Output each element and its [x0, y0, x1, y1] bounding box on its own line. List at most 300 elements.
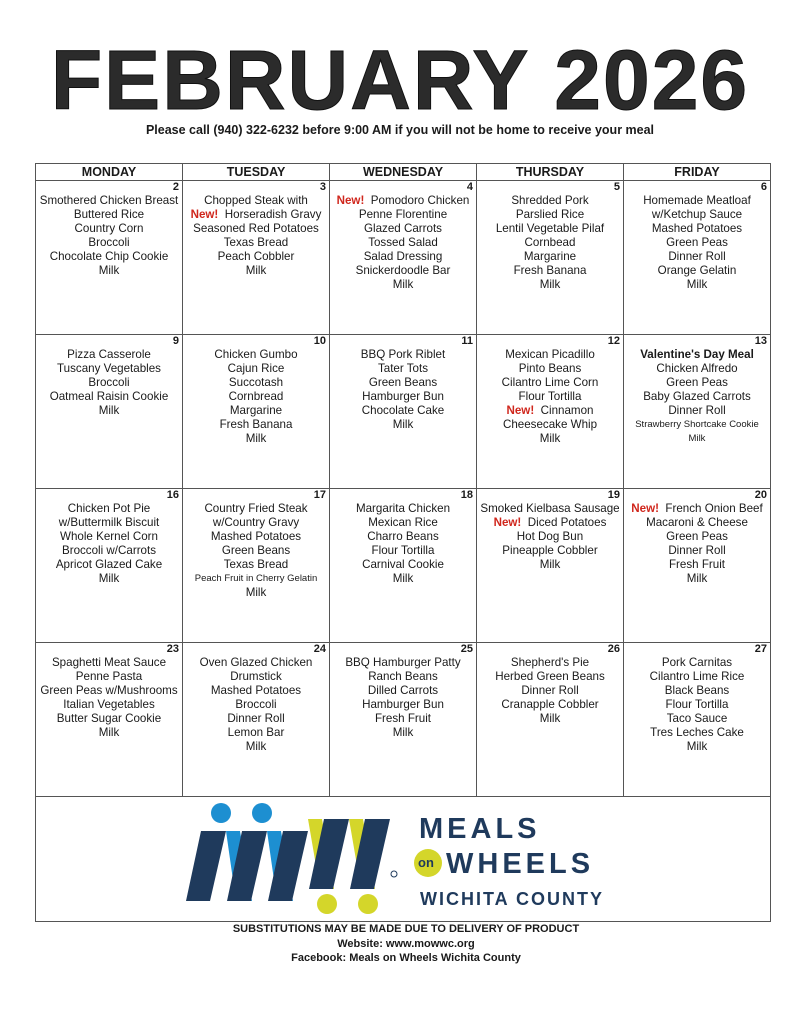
- day-number: 10: [313, 335, 326, 347]
- menu-item-text: BBQ Pork Riblet: [360, 348, 446, 361]
- menu-item-text: Mexican Picadillo: [505, 348, 595, 361]
- menu-item: [183, 418, 329, 432]
- week-row: [36, 643, 771, 797]
- menu-item: [330, 712, 476, 726]
- menu-item: [477, 516, 623, 530]
- day-number: 13: [754, 335, 767, 347]
- menu-item-text: Green Peas: [666, 530, 728, 543]
- website-text: Website: www.mowwc.org: [337, 937, 475, 950]
- menu-item-text: Peach Cobbler: [217, 250, 295, 263]
- menu-item-text: Milk: [98, 572, 120, 585]
- menu-item-text: Broccoli: [88, 376, 130, 389]
- menu-item: [477, 250, 623, 264]
- menu-item-text: Broccoli: [235, 698, 277, 711]
- day-cell: [477, 181, 624, 335]
- menu-item-text: Dinner Roll: [227, 712, 285, 725]
- menu-item: [624, 572, 770, 586]
- day-cell: [624, 335, 771, 489]
- menu-item-text: Diced Potatoes: [527, 516, 607, 529]
- menu-item: [330, 684, 476, 698]
- menu-item: [477, 712, 623, 726]
- menu-item-text: Black Beans: [664, 684, 730, 697]
- menu-item-text: Cheesecake Whip: [502, 418, 598, 431]
- weekday-header: THURSDAY: [477, 164, 624, 181]
- menu-item-text: Macaroni & Cheese: [646, 516, 748, 529]
- menu-item: [36, 250, 182, 264]
- day-cell: [183, 489, 330, 643]
- menu-item-text: Milk: [245, 740, 267, 753]
- menu-item-text: Spaghetti Meat Sauce: [51, 656, 167, 669]
- menu-item-text: Salad Dressing: [363, 250, 443, 263]
- menu-item: [477, 684, 623, 698]
- day-number: 12: [607, 335, 620, 347]
- day-cell: [36, 489, 183, 643]
- menu-item-text: Lentil Vegetable Pilaf: [495, 222, 605, 235]
- day-cell: [477, 643, 624, 797]
- menu-item: [36, 656, 182, 670]
- menu-item: [183, 194, 329, 208]
- menu-item-text: Milk: [245, 586, 267, 599]
- menu-item: [330, 194, 476, 208]
- menu-item: [36, 712, 182, 726]
- menu-item: [477, 670, 623, 684]
- day-number: 4: [466, 181, 473, 193]
- menu-item: [330, 516, 476, 530]
- weekday-header: FRIDAY: [624, 164, 771, 181]
- menu-item-text: Glazed Carrots: [364, 222, 442, 235]
- menu-item-text: Chicken Alfredo: [656, 362, 738, 375]
- menu-item-text: Cajun Rice: [227, 362, 285, 375]
- menu-item: [183, 362, 329, 376]
- menu-item-text: Dinner Roll: [668, 250, 726, 263]
- menu-item: [36, 404, 182, 418]
- menu-item: [477, 530, 623, 544]
- menu-item: [477, 418, 623, 432]
- menu-item-text: Fresh Fruit: [668, 558, 726, 571]
- substitution-notice: SUBSTITUTIONS MAY BE MADE DUE TO DELIVERY OF PRODUCT: [232, 923, 580, 935]
- menu-item-text: Valentine's Day Meal: [640, 348, 754, 361]
- menu-item-text: Lemon Bar: [227, 726, 285, 739]
- menu-item: [183, 670, 329, 684]
- menu-item: [624, 390, 770, 404]
- menu-item: [183, 740, 329, 754]
- menu-item: [183, 264, 329, 278]
- menu-item-text: w/Buttermilk Biscuit: [58, 516, 160, 529]
- menu-item: [36, 390, 182, 404]
- menu-item-text: Chicken Pot Pie: [67, 502, 151, 515]
- menu-item-text: Cilantro Lime Corn: [501, 376, 599, 389]
- menu-item: [624, 670, 770, 684]
- menu-item-text: Italian Vegetables: [63, 698, 155, 711]
- day-cell: [624, 643, 771, 797]
- menu-item: [477, 264, 623, 278]
- menu-item: [330, 572, 476, 586]
- menu-item-text: Horseradish Gravy: [224, 208, 322, 221]
- menu-item: [36, 348, 182, 362]
- menu-item-text: Flour Tortilla: [518, 390, 582, 403]
- menu-item-text: Tater Tots: [377, 362, 429, 375]
- menu-item-text: Chopped Steak with: [204, 194, 308, 207]
- menu-item: [36, 684, 182, 698]
- menu-item-text: Green Peas w/Mushrooms: [40, 684, 178, 697]
- menu-item-text: Peach Fruit in Cherry Gelatin: [194, 573, 318, 584]
- day-number: 20: [754, 489, 767, 501]
- menu-item-text: Buttered Rice: [73, 208, 145, 221]
- day-number: 25: [460, 643, 473, 655]
- day-cell: [183, 643, 330, 797]
- menu-item: [183, 236, 329, 250]
- menu-item-text: French Onion Beef: [665, 502, 763, 515]
- menu-item: [477, 698, 623, 712]
- menu-item-text: Milk: [686, 740, 708, 753]
- menu-item: [624, 362, 770, 376]
- menu-item: [183, 376, 329, 390]
- menu-item: [477, 194, 623, 208]
- menu-item-text: Texas Bread: [223, 236, 289, 249]
- meals-on-wheels-logo: [36, 797, 770, 921]
- menu-item-text: Milk: [539, 558, 561, 571]
- menu-item: [624, 432, 770, 446]
- menu-item: [624, 376, 770, 390]
- menu-item-text: Cornbread: [228, 390, 284, 403]
- menu-item: [477, 502, 623, 516]
- day-cell: [183, 181, 330, 335]
- menu-item: [624, 502, 770, 516]
- menu-item-text: Dinner Roll: [668, 544, 726, 557]
- logo-cell: [36, 797, 771, 922]
- menu-item: [330, 348, 476, 362]
- menu-item-text: Dinner Roll: [521, 684, 579, 697]
- menu-item-text: Green Beans: [221, 544, 291, 557]
- week-row: [36, 181, 771, 335]
- menu-item: [624, 530, 770, 544]
- menu-item: [183, 348, 329, 362]
- menu-item: [36, 502, 182, 516]
- new-badge: New!: [493, 516, 522, 529]
- day-number: 16: [166, 489, 179, 501]
- menu-item-text: Shepherd's Pie: [510, 656, 590, 669]
- menu-item-text: Strawberry Shortcake Cookie: [635, 419, 759, 430]
- menu-item: [183, 250, 329, 264]
- menu-item: [477, 390, 623, 404]
- menu-item-text: Hamburger Bun: [362, 390, 444, 403]
- menu-item: [36, 572, 182, 586]
- day-number: 27: [754, 643, 767, 655]
- new-badge: New!: [190, 208, 219, 221]
- menu-item-text: Orange Gelatin: [657, 264, 737, 277]
- call-notice: Please call (940) 322-6232 before 9:00 AM if you will not be home to receive your meal: [145, 123, 655, 137]
- menu-item: [330, 726, 476, 740]
- day-cell: [330, 643, 477, 797]
- menu-item-text: Oatmeal Raisin Cookie: [49, 390, 169, 403]
- day-cell: [330, 181, 477, 335]
- new-badge: New!: [506, 404, 535, 417]
- menu-item: [330, 208, 476, 222]
- menu-item-text: Milk: [539, 712, 561, 725]
- menu-item-text: Mexican Rice: [368, 516, 438, 529]
- menu-item: [183, 712, 329, 726]
- menu-item-text: Carnival Cookie: [362, 558, 444, 571]
- menu-item: [330, 530, 476, 544]
- menu-item-text: Drumstick: [230, 670, 282, 683]
- menu-item-text: Milk: [98, 404, 120, 417]
- menu-item: [624, 278, 770, 292]
- menu-item: [624, 348, 770, 362]
- day-number: 19: [607, 489, 620, 501]
- menu-item-text: Milk: [539, 278, 561, 291]
- menu-item: [330, 362, 476, 376]
- menu-item: [624, 404, 770, 418]
- menu-item: [477, 432, 623, 446]
- menu-item: [624, 726, 770, 740]
- menu-item: [477, 404, 623, 418]
- menu-item-text: Chicken Gumbo: [214, 348, 298, 361]
- menu-item: [330, 544, 476, 558]
- menu-item-text: Cranapple Cobbler: [501, 698, 599, 711]
- menu-item-text: Butter Sugar Cookie: [56, 712, 162, 725]
- logo-county-text: WICHITA COUNTY: [420, 889, 604, 909]
- menu-item: [330, 376, 476, 390]
- menu-item: [36, 558, 182, 572]
- page-title: FEBRUARY 2026: [50, 33, 750, 127]
- menu-item: [330, 390, 476, 404]
- day-cell: [36, 643, 183, 797]
- menu-item-text: Mashed Potatoes: [210, 684, 302, 697]
- day-cell: [477, 489, 624, 643]
- menu-item: [183, 544, 329, 558]
- menu-item-text: Tuscany Vegetables: [57, 362, 161, 375]
- menu-item: [477, 558, 623, 572]
- menu-item: [330, 264, 476, 278]
- menu-item: [330, 502, 476, 516]
- day-number: 26: [607, 643, 620, 655]
- menu-item-text: Herbed Green Beans: [495, 670, 605, 683]
- weekday-header: WEDNESDAY: [330, 164, 477, 181]
- menu-item-text: Smoked Kielbasa Sausage: [480, 502, 620, 515]
- menu-item-text: Texas Bread: [223, 558, 289, 571]
- menu-item-text: w/Ketchup Sauce: [651, 208, 743, 221]
- menu-item: [624, 712, 770, 726]
- menu-item-text: Milk: [392, 726, 414, 739]
- weekday-header-row: [36, 164, 771, 181]
- menu-item: [477, 348, 623, 362]
- day-cell: [330, 335, 477, 489]
- menu-item-text: Parslied Rice: [515, 208, 585, 221]
- menu-item: [183, 530, 329, 544]
- menu-item-text: Tres Leches Cake: [650, 726, 744, 739]
- menu-item: [477, 656, 623, 670]
- menu-item: [36, 222, 182, 236]
- menu-item-text: Taco Sauce: [666, 712, 728, 725]
- day-number: 11: [461, 335, 473, 347]
- menu-item-text: Milk: [98, 726, 120, 739]
- menu-item-text: Hot Dog Bun: [516, 530, 584, 543]
- menu-item-text: Milk: [392, 572, 414, 585]
- weekday-header: TUESDAY: [183, 164, 330, 181]
- menu-item-text: Milk: [539, 432, 561, 445]
- day-cell: [36, 181, 183, 335]
- menu-item: [330, 222, 476, 236]
- menu-item-text: Dinner Roll: [668, 404, 726, 417]
- menu-item-text: Penne Florentine: [358, 208, 448, 221]
- day-number: 17: [313, 489, 326, 501]
- menu-item-text: Mashed Potatoes: [210, 530, 302, 543]
- menu-item-text: Pork Carnitas: [661, 656, 733, 669]
- menu-item-text: Apricot Glazed Cake: [55, 558, 163, 571]
- menu-item-text: Pinto Beans: [518, 362, 582, 375]
- day-number: 18: [460, 489, 473, 501]
- menu-item: [624, 558, 770, 572]
- menu-item: [330, 698, 476, 712]
- menu-item: [477, 362, 623, 376]
- menu-item: [624, 740, 770, 754]
- menu-item-text: Milk: [392, 278, 414, 291]
- menu-item-text: Broccoli w/Carrots: [61, 544, 157, 557]
- menu-item-text: w/Country Gravy: [212, 516, 300, 529]
- menu-item: [624, 684, 770, 698]
- menu-item: [183, 404, 329, 418]
- menu-item-text: Hamburger Bun: [362, 698, 444, 711]
- day-cell: [624, 489, 771, 643]
- week-row: [36, 335, 771, 489]
- menu-item: [624, 208, 770, 222]
- menu-item-text: Whole Kernel Corn: [60, 530, 158, 543]
- menu-item: [624, 250, 770, 264]
- menu-item-text: Milk: [686, 278, 708, 291]
- menu-item-text: Dilled Carrots: [367, 684, 439, 697]
- day-number: 23: [166, 643, 179, 655]
- menu-item: [624, 656, 770, 670]
- facebook-text: Facebook: Meals on Wheels Wichita County: [291, 952, 521, 964]
- menu-item: [183, 726, 329, 740]
- menu-item-text: Milk: [686, 572, 708, 585]
- menu-item: [36, 530, 182, 544]
- menu-item-text: Chocolate Chip Cookie: [49, 250, 169, 263]
- menu-item: [624, 236, 770, 250]
- menu-item-text: Seasoned Red Potatoes: [193, 222, 319, 235]
- footer: [0, 922, 800, 966]
- menu-item: [624, 194, 770, 208]
- day-number: 9: [172, 335, 179, 347]
- menu-item-text: Margarine: [229, 404, 283, 417]
- menu-item: [183, 698, 329, 712]
- menu-item: [624, 264, 770, 278]
- menu-item-text: Milk: [688, 433, 706, 444]
- menu-item: [624, 222, 770, 236]
- menu-item: [36, 236, 182, 250]
- menu-item-text: Green Beans: [368, 376, 438, 389]
- menu-item-text: Mashed Potatoes: [651, 222, 743, 235]
- menu-item: [36, 544, 182, 558]
- menu-item-text: Fresh Banana: [513, 264, 587, 277]
- menu-item-text: Milk: [392, 418, 414, 431]
- menu-item: [183, 502, 329, 516]
- menu-item: [183, 516, 329, 530]
- new-badge: New!: [631, 502, 659, 515]
- menu-item: [330, 656, 476, 670]
- menu-item-text: Pomodoro Chicken: [370, 194, 470, 207]
- menu-item: [330, 404, 476, 418]
- menu-item-text: Milk: [98, 264, 120, 277]
- menu-item-text: Cilantro Lime Rice: [649, 670, 745, 683]
- menu-item-text: Margarita Chicken: [355, 502, 451, 515]
- menu-item: [183, 222, 329, 236]
- weekday-header: MONDAY: [36, 164, 183, 181]
- day-cell: [183, 335, 330, 489]
- menu-item-text: Snickerdoodle Bar: [355, 264, 451, 277]
- menu-item: [330, 558, 476, 572]
- menu-item: [36, 670, 182, 684]
- menu-item-text: Baby Glazed Carrots: [643, 390, 751, 403]
- menu-item: [183, 432, 329, 446]
- day-cell: [477, 335, 624, 489]
- menu-item-text: Country Fried Steak: [204, 502, 308, 515]
- menu-item: [477, 208, 623, 222]
- menu-item-text: Penne Pasta: [75, 670, 143, 683]
- menu-item-text: BBQ Hamburger Patty: [345, 656, 461, 669]
- menu-item: [36, 208, 182, 222]
- menu-calendar: [35, 163, 771, 922]
- menu-item-text: Succotash: [228, 376, 284, 389]
- menu-item: [624, 544, 770, 558]
- menu-item: [36, 194, 182, 208]
- menu-item-text: Smothered Chicken Breast: [39, 194, 179, 207]
- menu-item: [477, 544, 623, 558]
- menu-item: [330, 236, 476, 250]
- menu-item-text: Milk: [245, 432, 267, 445]
- day-cell: [330, 489, 477, 643]
- logo-mark-icon: [36, 797, 772, 921]
- menu-item-text: Pineapple Cobbler: [502, 544, 598, 557]
- menu-item-text: Shredded Pork: [511, 194, 589, 207]
- menu-item: [183, 684, 329, 698]
- day-cell: [36, 335, 183, 489]
- menu-item-text: Oven Glazed Chicken: [199, 656, 313, 669]
- menu-item: [477, 278, 623, 292]
- new-badge: New!: [336, 194, 365, 207]
- menu-item-text: Fresh Fruit: [374, 712, 432, 725]
- menu-item: [36, 516, 182, 530]
- menu-item: [36, 362, 182, 376]
- menu-item: [477, 222, 623, 236]
- menu-item: [330, 670, 476, 684]
- logo-on-text: on: [418, 855, 434, 870]
- menu-item: [477, 236, 623, 250]
- menu-item: [624, 516, 770, 530]
- day-number: 6: [760, 181, 767, 193]
- menu-item-text: Broccoli: [88, 236, 130, 249]
- logo-meals-text: MEALS: [419, 813, 541, 845]
- menu-item-text: Cinnamon: [540, 404, 594, 417]
- menu-item: [330, 418, 476, 432]
- menu-item-text: Homemade Meatloaf: [643, 194, 751, 207]
- menu-item-text: Tossed Salad: [368, 236, 438, 249]
- menu-item-text: Pizza Casserole: [67, 348, 151, 361]
- menu-item: [477, 376, 623, 390]
- menu-item: [183, 572, 329, 586]
- day-number: 3: [319, 181, 326, 193]
- menu-item-text: Charro Beans: [367, 530, 439, 543]
- menu-item: [624, 698, 770, 712]
- menu-item: [183, 656, 329, 670]
- menu-item: [183, 390, 329, 404]
- menu-item: [330, 250, 476, 264]
- menu-item: [183, 586, 329, 600]
- menu-item-text: Flour Tortilla: [665, 698, 729, 711]
- menu-item-text: Fresh Banana: [219, 418, 293, 431]
- day-number: 2: [172, 181, 179, 193]
- menu-item: [36, 698, 182, 712]
